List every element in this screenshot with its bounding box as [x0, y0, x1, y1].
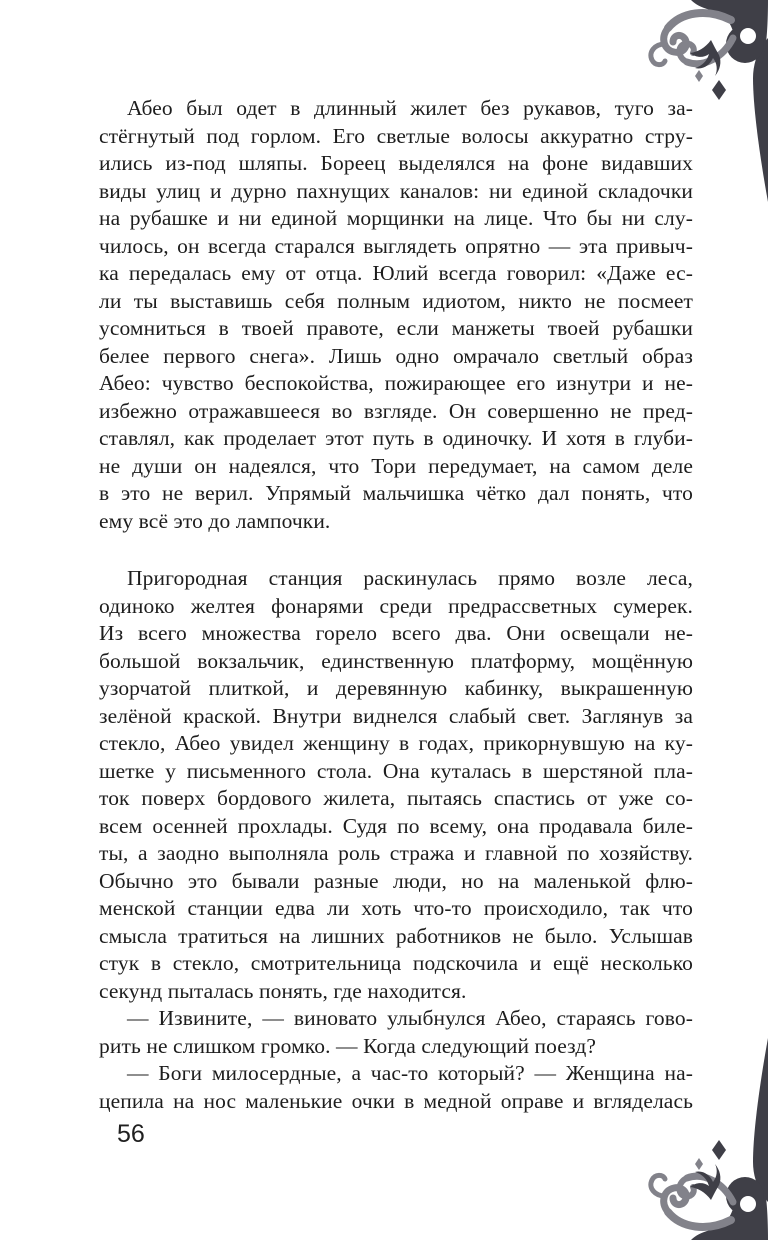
- text-line: Пригородная станция раскинулась прямо возле леса,: [127, 566, 693, 590]
- text-line: ились из-под шляпы. Бореец выделялся на фоне видавших: [99, 151, 693, 175]
- text-line: зелёной краской. Внутри виднелся слабый свет. Заглянув за: [99, 703, 693, 728]
- text-line: большой вокзальчик, единственную платформу, мощённую: [99, 648, 693, 673]
- text-line: — Извините, — виновато улыбнулся Абео, стараясь гово-: [127, 1006, 693, 1030]
- text-line: ставлял, как проделает этот путь в одиночку. И хотя в глуби-: [99, 426, 693, 450]
- text-line: — Боги милосердные, а час-то который? — Женщина на-: [127, 1061, 693, 1085]
- text-line: рить не слишком громко. — Когда следующий поезд?: [99, 1033, 597, 1058]
- text-line: одиноко желтея фонарями среди предрассветных сумерек.: [99, 593, 693, 618]
- text-line: чилось, он всегда старался выглядеть опрятно — эта привыч-: [99, 233, 693, 258]
- text-line: секунд пыталась понять, где находится.: [99, 978, 467, 1003]
- text-line: усомниться в твоей правоте, если манжеты твоей рубашки: [99, 316, 693, 340]
- text-line: стекло, Абео увидел женщину в годах, прикорнувшую на ку-: [99, 731, 693, 755]
- text-line: стёгнутый под горлом. Его светлые волосы аккуратно стру-: [99, 123, 693, 148]
- text-line: виды улиц и дурно пахнущих каналов: ни единой складочки: [99, 178, 693, 203]
- paragraph: [99, 95, 693, 535]
- text-line: ка передалась ему от отца. Юлий всегда говорил: «Даже ес-: [99, 261, 693, 285]
- text-line: шетке у письменного стола. Она куталась в шерстяной пла-: [99, 758, 693, 783]
- text-line: смысла тратиться на лишних работников не было. Услышав: [99, 923, 693, 948]
- paragraph: [99, 1060, 693, 1115]
- text-line: белее первого снега». Лишь одно омрачало светлый образ: [99, 343, 693, 368]
- text-line: Из всего множества горело всего два. Они освещали не-: [99, 621, 693, 645]
- text-line: узорчатой плиткой, и деревянную кабинку, выкрашенную: [99, 676, 693, 700]
- page-number: 56: [117, 1120, 145, 1148]
- paragraph: [99, 1005, 693, 1060]
- text-line: ток поверх бордового жилета, пытаясь спастись от уже со-: [99, 786, 693, 810]
- paragraph: [99, 565, 693, 1005]
- text-line: ему всё это до лампочки.: [99, 508, 331, 533]
- text-line: менской станции едва ли хоть что-то происходило, так что: [99, 896, 693, 920]
- text-line: на рубашке и ни единой морщинки на лице. Что бы ни слу-: [99, 206, 693, 230]
- text-line: ли ты выставишь себя полным идиотом, никто не посмеет: [99, 288, 693, 313]
- text-line: ты, а заодно выполняла роль стража и главной по хозяйству.: [99, 841, 693, 865]
- text-line: Обычно это бывали разные люди, но на маленькой флю-: [99, 868, 693, 893]
- text-line: избежно отражавшееся во взгляде. Он совершенно не пред-: [99, 398, 693, 423]
- text-block: [99, 95, 693, 1115]
- text-line: не души он надеялся, что Тори передумает, на самом деле: [99, 453, 693, 478]
- text-line: Абео: чувство беспокойства, пожирающее его изнутри и не-: [99, 371, 693, 395]
- text-line: стук в стекло, смотрительница подскочила и ещё несколько: [99, 951, 693, 975]
- text-line: в это не верил. Упрямый мальчишка чётко дал понять, что: [99, 481, 693, 505]
- text-line: цепила на нос маленькие очки в медной оправе и вгляделась: [99, 1088, 693, 1113]
- text-line: Абео был одет в длинный жилет без рукавов, туго за-: [127, 96, 693, 120]
- text-line: всем осенней прохлады. Судя по всему, она продавала биле-: [99, 813, 693, 838]
